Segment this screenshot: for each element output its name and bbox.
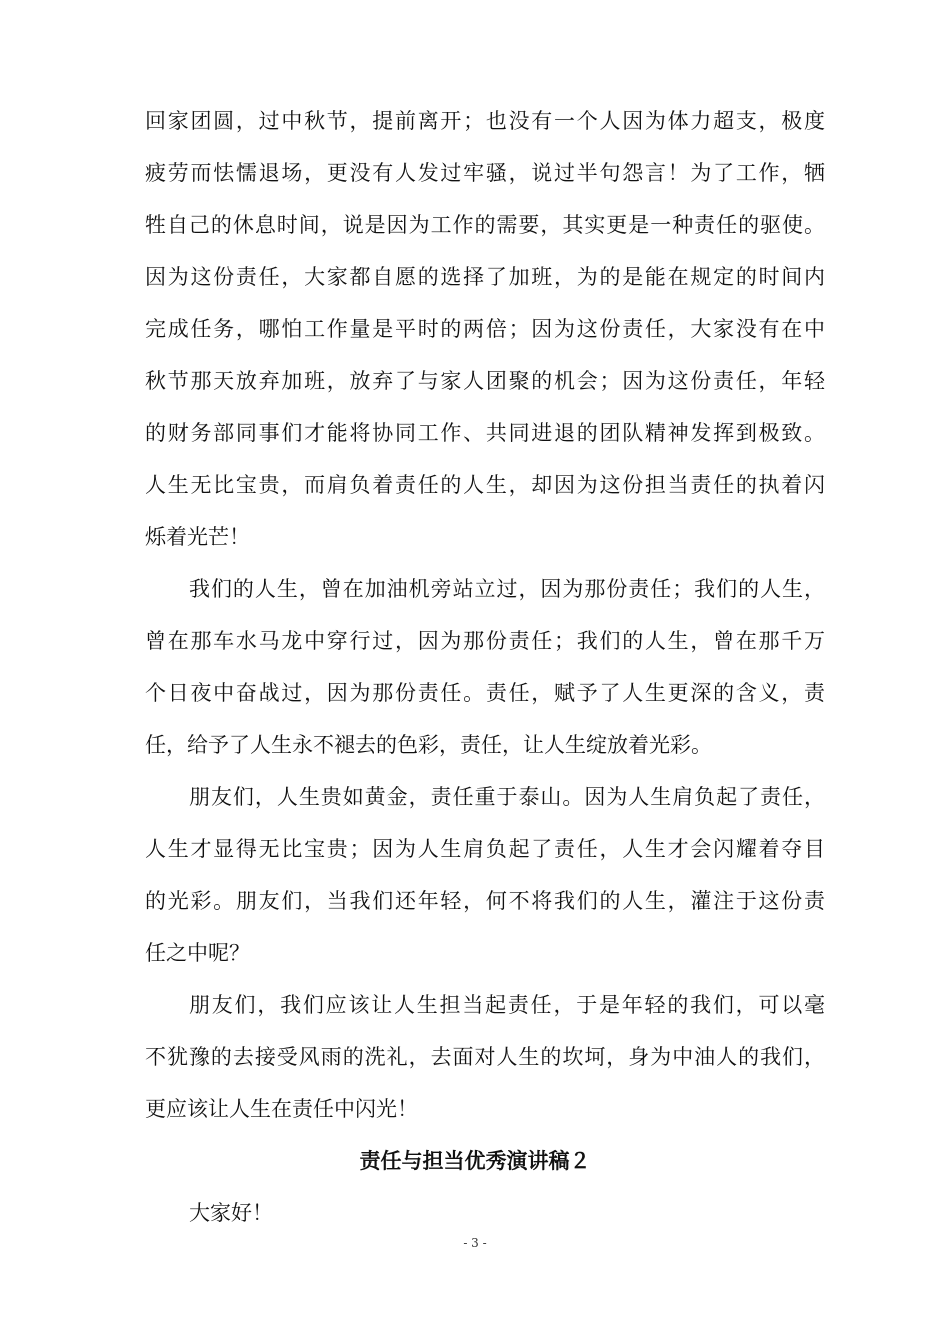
paragraph-3-line-2: 人生才显得无比宝贵；因为人生肩负起了责任，人生才会闪耀着夺目 — [145, 837, 825, 861]
paragraph-1-line-6: 秋节那天放弃加班，放弃了与家人团聚的机会；因为这份责任，年轻 — [145, 369, 825, 393]
paragraph-1-line-8: 人生无比宝贵，而肩负着责任的人生，却因为这份担当责任的执着闪 — [145, 473, 825, 497]
page-number: - 3 - — [463, 1236, 487, 1250]
paragraph-2-line-2: 曾在那车水马龙中穿行过，因为那份责任；我们的人生，曾在那千万 — [145, 629, 825, 653]
paragraph-3-line-4: 任之中呢？ — [145, 941, 250, 965]
paragraph-1-line-1: 回家团圆，过中秋节，提前离开；也没有一个人因为体力超支，极度 — [145, 109, 825, 133]
paragraph-4-line-3: 更应该让人生在责任中闪光！ — [145, 1097, 418, 1121]
paragraph-3-line-1: 朋友们，人生贵如黄金，责任重于泰山。因为人生肩负起了责任， — [189, 785, 825, 809]
paragraph-1-line-3: 牲自己的休息时间，说是因为工作的需要，其实更是一种责任的驱使。 — [145, 213, 825, 237]
paragraph-1-line-7: 的财务部同事们才能将协同工作、共同进退的团队精神发挥到极致。 — [145, 421, 825, 445]
paragraph-2-line-3: 个日夜中奋战过，因为那份责任。责任，赋予了人生更深的含义，责 — [145, 681, 825, 705]
paragraph-2-line-4: 任，给予了人生永不褪去的色彩，责任，让人生绽放着光彩。 — [145, 733, 712, 757]
paragraph-1-line-4: 因为这份责任，大家都自愿的选择了加班，为的是能在规定的时间内 — [145, 265, 825, 289]
paragraph-4-line-1: 朋友们，我们应该让人生担当起责任，于是年轻的我们，可以毫 — [189, 993, 825, 1017]
section-heading: 责任与担当优秀演讲稿２ — [359, 1149, 591, 1173]
paragraph-1-line-2: 疲劳而怯懦退场，更没有人发过牢骚，说过半句怨言！为了工作，牺 — [145, 161, 825, 185]
paragraph-2-line-1: 我们的人生，曾在加油机旁站立过，因为那份责任；我们的人生， — [189, 577, 825, 601]
greeting-line: 大家好！ — [189, 1201, 273, 1225]
paragraph-1-line-9: 烁着光芒！ — [145, 525, 250, 549]
paragraph-1-line-5: 完成任务，哪怕工作量是平时的两倍；因为这份责任，大家没有在中 — [145, 317, 825, 341]
paragraph-4-line-2: 不犹豫的去接受风雨的洗礼，去面对人生的坎坷，身为中油人的我们， — [145, 1045, 825, 1069]
paragraph-3-line-3: 的光彩。朋友们，当我们还年轻，何不将我们的人生，灌注于这份责 — [145, 889, 825, 913]
